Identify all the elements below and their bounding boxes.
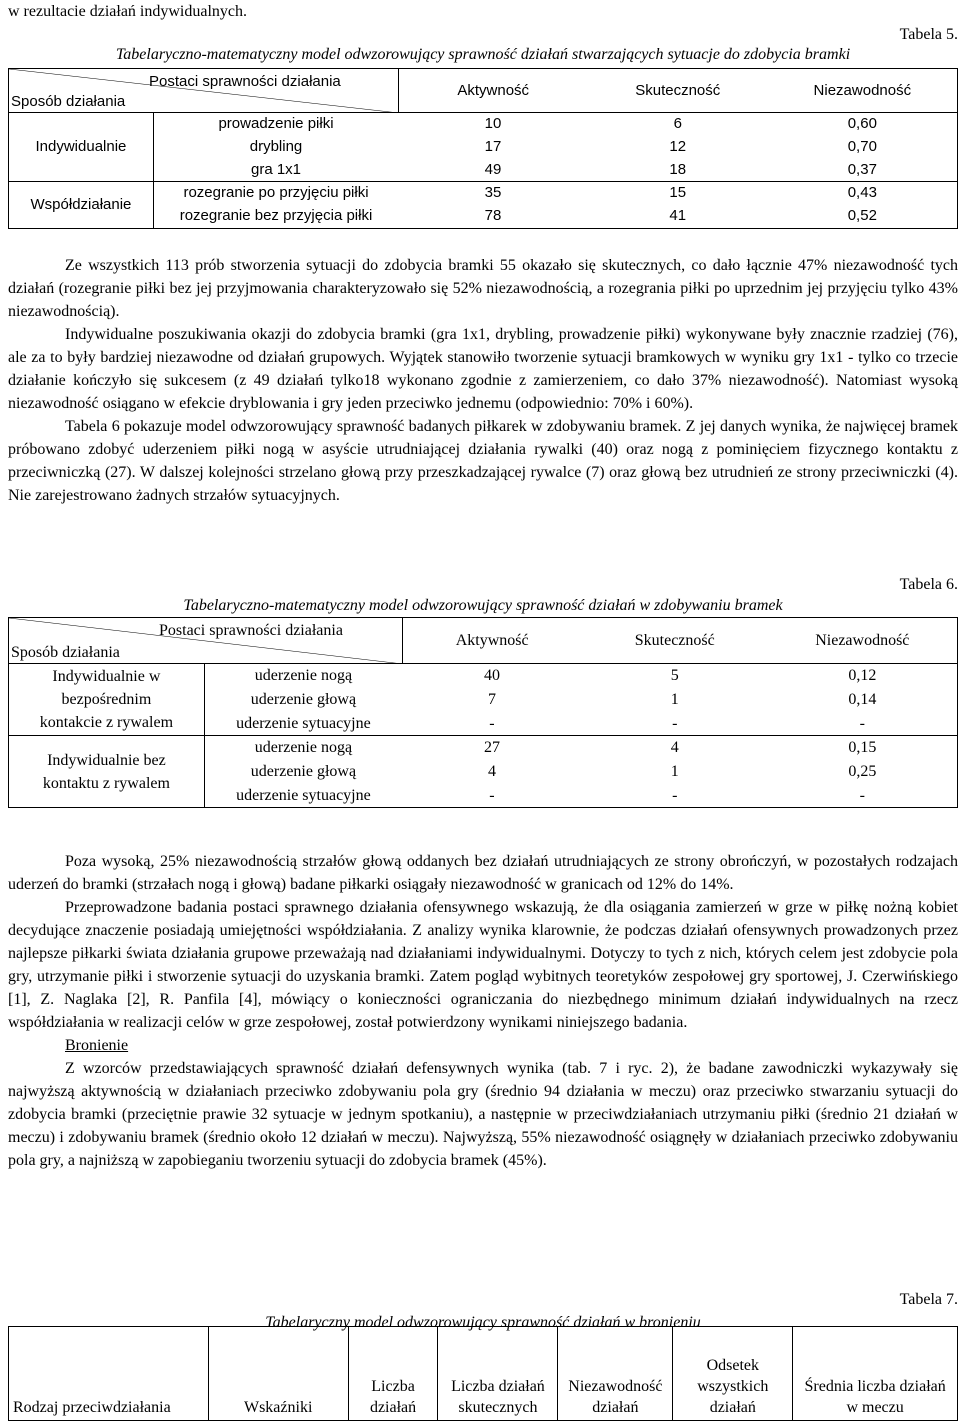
paragraph: Tabela 6 pokazuje model odwzorowujący sprawność badanych piłkarek w zdobywaniu bramek. Z jej danych wynika, że najwięcej bramek próbowano zdobyć uderzeniem piłki nogą w asyście utrudniającej działania rywalki (40) oraz nogą z pominięciem fizycznego kontaktu z przeciwniczką (27). W dalszej kolejności strzelano głową przy przeszkadzającej rywalce (7) oraz głową bez utrudnień ze strony przeciwniczki (4). Nie zarejestrowano żadnych strzałów sytuacyjnych. xyxy=(8,418,958,504)
table6-cell: 1 xyxy=(670,691,679,708)
table7-col-reliability: Niezawodność działań xyxy=(558,1327,673,1421)
table5-cell: 0,43 xyxy=(768,182,958,205)
table6-cell: 5 xyxy=(670,667,679,685)
text-block-2 xyxy=(8,850,958,1172)
top-line: w rezultacie działań indywidualnych. xyxy=(8,3,248,20)
table6-group-line: Indywidualnie w xyxy=(52,668,161,685)
table6-cell: 1 xyxy=(670,763,679,780)
table6-row-name: uderzenie sytuacyjne xyxy=(204,784,402,808)
table5-corner xyxy=(9,69,399,113)
table6-cell: 4 xyxy=(670,739,679,757)
table6-cell: 40 xyxy=(483,667,500,685)
table5-cell: 0,60 xyxy=(768,113,958,136)
table7-label: Tabela 7. xyxy=(899,1291,958,1308)
table6-cell: 0,12 xyxy=(768,664,958,688)
table6-cell: 7 xyxy=(487,691,496,708)
table7-col-percent: Odsetek wszystkich działań xyxy=(673,1327,793,1421)
paragraph: Z wzorców przedstawiających sprawność działań defensywnych wynika (tab. 7 i ryc. 2), że badane zawodniczki wykazywały się najwyższą aktywnością w działaniach przeciwko zdobywaniu pola gry (średnio 94 działania w meczu) oraz przeciwko stwarzaniu sytuacji do zdobycia bramki (przeciętnie prawie 32 sytuacje w jednym spotkaniu), a następnie w przeciwdziałaniach utrzymaniu piłki (średnio 21 działań w meczu) i zdobywaniu bramek (średnio około 12 działań w meczu). Najwyższą, 55% niezawodność osiągnęły w działaniach przeciwko zdobywaniu pola gry, a najniższą w zapobieganiu tworzeniu sytuacji do zdobycia bramek (45%). xyxy=(8,1060,958,1169)
table5-cell: 12 xyxy=(669,138,687,155)
table5-row-name: prowadzenie piłki xyxy=(153,113,398,136)
table5-label: Tabela 5. xyxy=(899,26,958,43)
paragraph: Ze wszystkich 113 prób stworzenia sytuacji do zdobycia bramki 55 okazało się skutecznych, co dało łącznie 47% niezawodność tych działań (rozegranie piłki bez jej przyjmowania charakteryzowało się 52% niezawodnością, a rozegrania piłki po uprzednim jej przyjęciu tylko 43% niezawodnością). xyxy=(8,257,958,320)
table5-cell: 78 xyxy=(398,204,588,228)
table6-col-effectiveness: Skuteczność xyxy=(582,618,768,664)
table6-row-name: uderzenie nogą xyxy=(204,736,402,760)
table5-caption: Tabelaryczno-matematyczny model odwzorowujący sprawność działań stwarzających sytuacje do zdobycia bramki xyxy=(115,46,851,63)
table6-cell: - xyxy=(582,784,768,808)
table7-col-count: Liczba działań xyxy=(348,1327,438,1421)
table5-col-effectiveness: Skuteczność xyxy=(588,69,768,113)
table7-col-effective: Liczba działań skutecznych xyxy=(438,1327,558,1421)
table6-cell: 0,14 xyxy=(768,688,958,712)
table6-cell: - xyxy=(402,784,582,808)
table5-cell: 6 xyxy=(673,115,682,133)
text-block-1 xyxy=(8,254,958,507)
paragraph: Poza wysoką, 25% niezawodnością strzałów głową oddanych bez działań utrudniających ze strony obrończyń, w pozostałych rodzajach uderzeń do bramki (strzałach nogą i głową) badane piłkarki osiągały niezawodność w granicach od 12% do 14%. xyxy=(8,853,958,893)
table6-group-line: bezpośrednim xyxy=(61,691,152,708)
table6-cell: - xyxy=(768,784,958,808)
table5-cell: 0,37 xyxy=(768,159,958,182)
table6-cell: 0,15 xyxy=(768,736,958,760)
table6-row-name: uderzenie nogą xyxy=(204,664,402,688)
table5-col-activity: Aktywność xyxy=(398,69,588,113)
table5-group-cooperation: Współdziałanie xyxy=(9,182,154,229)
table5-cell: 49 xyxy=(484,160,502,178)
table6-col-activity: Aktywność xyxy=(402,618,582,664)
table5-head-left: Sposób działania xyxy=(11,93,126,110)
table6-cell: - xyxy=(768,712,958,736)
table6-cell: 4 xyxy=(487,763,496,780)
table6-cell: 27 xyxy=(483,739,500,757)
table5-row-name: drybling xyxy=(153,136,398,159)
paragraph: Przeprowadzone badania postaci sprawnego działania ofensywnego wskazują, że dla osiągania zamierzeń w grze w piłkę nożną kobiet decydujące znaczenie posiadają umiejętności współdziałania. Z analizy wynika klarownie, że podczas działań ofensywnych prowadzonych przez najlepsze piłkarki świata działania grupowe przeważają nad działaniami indywidualnymi. Dotyczy to tych z nich, których celem jest zdobycie pola gry, utrzymanie piłki i stworzenie sytuacji do uzyskania bramki. Zatem pogląd wybitnych teoretyków zespołowej gry sportowej, J. Czerwińskiego [1], Z. Naglaka [2], R. Panfila [4], mówiący o konieczności ograniczania do niezbędnego minimum działań indywidualnych na rzecz współdziałania w realizacji celów w grze zespołowej, został potwierdzony wynikami niniejszego badania. xyxy=(8,899,958,1031)
table7 xyxy=(8,1326,958,1421)
table6-row-name: uderzenie głową xyxy=(204,688,402,712)
table6-head-left: Sposób działania xyxy=(11,644,120,661)
table5-cell: 17 xyxy=(484,138,502,155)
table6-row-name: uderzenie głową xyxy=(204,760,402,784)
table5-row-name: rozegranie po przyjęciu piłki xyxy=(153,182,398,205)
paragraph: Indywidualne poszukiwania okazji do zdobycia bramki (gra 1x1, drybling, prowadzenie piłki) wykonywane były znacznie rzadziej (76), ale za to były bardziej niezawodne od działań grupowych. Wyjątek stanowiło tworzenie sytuacji bramkowych w wyniku gry 1x1 - tylko co trzecie działanie kończyło się sukcesem (z 49 działań tylko18 wykonano zgodnie z zamierzeniem, co dało 37% niezawodność). Natomiast wysoką niezawodność osiągano w efekcie dryblowania i gry jeden przeciwko jednemu (odpowiednio: 70% i 60%). xyxy=(8,326,958,412)
table5 xyxy=(8,68,958,229)
table5-head-top: Postaci sprawności działania xyxy=(149,73,341,90)
table5-cell: 0,70 xyxy=(768,136,958,159)
table5-cell: 10 xyxy=(484,115,502,133)
table6-group-line: Indywidualnie bez xyxy=(47,751,166,769)
table6-cell: - xyxy=(582,712,768,736)
table6-row-name: uderzenie sytuacyjne xyxy=(204,712,402,736)
table6-cell: - xyxy=(402,712,582,736)
table6-col-reliability: Niezawodność xyxy=(768,618,958,664)
section-heading: Bronienie xyxy=(65,1037,129,1054)
table6-group-contact xyxy=(9,664,205,736)
table7-caption: Tabelaryczny model odwzorowujący sprawność działań w bronieniu xyxy=(265,1314,701,1331)
table5-cell: 41 xyxy=(588,204,768,228)
table6-caption: Tabelaryczno-matematyczny model odwzorowujący sprawność działań w zdobywaniu bramek xyxy=(183,597,783,614)
table7-col-type: Rodzaj przeciwdziałania xyxy=(9,1327,209,1421)
table6-group-line: kontaktu z rywalem xyxy=(42,774,170,792)
table5-group-individual: Indywidualnie xyxy=(9,113,154,182)
table5-row-name: rozegranie bez przyjęcia piłki xyxy=(153,204,398,228)
table6-group-line: kontakcie z rywalem xyxy=(39,714,174,731)
table5-cell: 0,52 xyxy=(768,204,958,228)
table5-col-reliability: Niezawodność xyxy=(768,69,958,113)
table6-corner xyxy=(9,618,403,664)
table6-head-top: Postaci sprawności działania xyxy=(159,622,343,639)
table5-cell: 18 xyxy=(669,160,687,178)
table6-cell: 0,25 xyxy=(768,760,958,784)
table7-col-indicators: Wskaźniki xyxy=(208,1327,348,1421)
table6-label: Tabela 6. xyxy=(899,576,958,593)
table7-col-average: Średnia liczba działań w meczu xyxy=(793,1327,958,1421)
table6-group-no-contact xyxy=(9,736,205,808)
table5-cell: 15 xyxy=(588,182,768,205)
table5-cell: 35 xyxy=(398,182,588,205)
table5-row-name: gra 1x1 xyxy=(153,159,398,182)
table6 xyxy=(8,617,958,808)
